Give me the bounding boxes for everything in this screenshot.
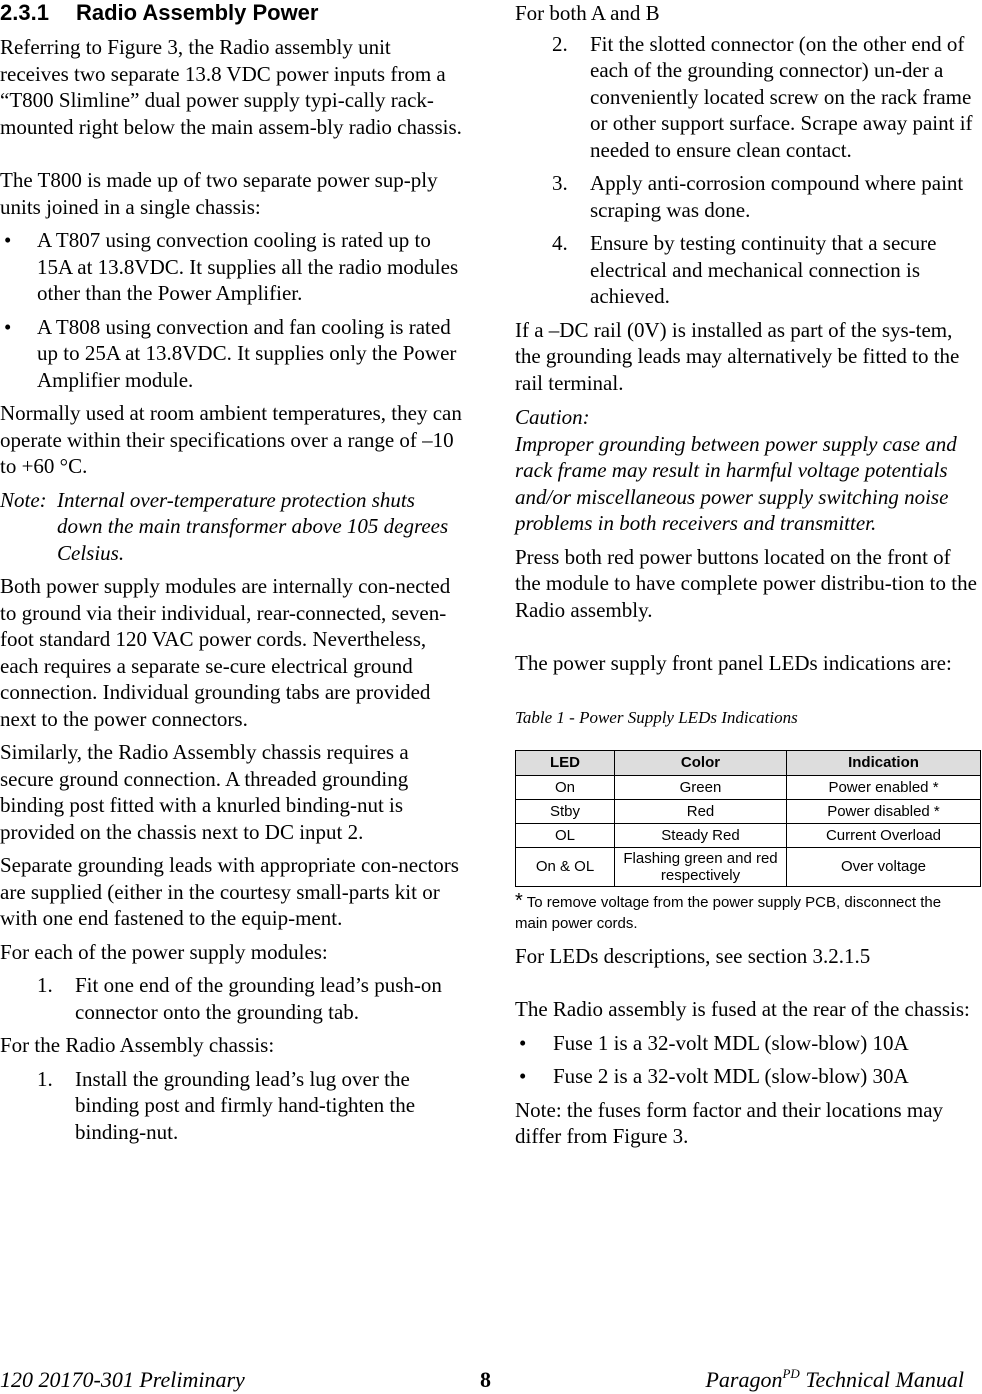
section-heading	[0, 0, 462, 26]
paragraph-ground-modules: Both power supply modules are internally con-nected to ground via their individual, rear-connected, seven-foot standard 120 VAC power cords. Nevertheless, each requires a separate se-cure electrical ground connection. Individual grounding tabs are provided next to the power connectors.	[0, 574, 451, 731]
table-cell: Stby	[516, 799, 615, 823]
step-chassis-1	[0, 1066, 462, 1146]
footnote-star: *	[515, 889, 523, 912]
caution-block	[515, 404, 977, 537]
note-text: Internal over-temperature protection shuts down the main transformer above 105 degrees Celsius.	[57, 487, 449, 565]
left-column	[0, 0, 462, 1145]
caution-text: Improper grounding between power supply case and rack frame may result in harmful voltage potentials and/or miscellaneous power supply switching noise problems in both receivers and transmitter.	[515, 431, 957, 535]
paragraph-led-desc: For LEDs descriptions, see section 3.2.1.5	[515, 943, 871, 968]
step-number: 1.	[37, 1066, 53, 1091]
paragraph-t800: The T800 is made up of two separate power sup-ply units joined in a single chassis:	[0, 168, 438, 219]
table-header-row	[516, 750, 981, 775]
paragraph-for-each-module: For each of the power supply modules:	[0, 939, 328, 964]
paragraph-for-both: For both A and B	[515, 1, 660, 25]
table-row	[516, 775, 981, 799]
paragraph-fused: The Radio assembly is fused at the rear of the chassis:	[515, 997, 970, 1021]
table-row	[516, 847, 981, 886]
table-cell: Flashing green and red respectively	[615, 847, 787, 886]
paragraph-ground-chassis: Similarly, the Radio Assembly chassis requires a secure ground connection. A threaded grounding binding post fitted with a knurled binding-nut is provided on the chassis next to DC input 2.	[0, 740, 409, 844]
footnote-text: To remove voltage from the power supply PCB, disconnect the main power cords.	[515, 893, 942, 932]
paragraph-intro: Referring to Figure 3, the Radio assembly unit receives two separate 13.8 VDC power inputs from a “T800 Slimline” dual power supply typi-cally rack-mounted right below the main assem-bly radio chassis.	[0, 35, 462, 139]
table-cell: Power enabled *	[787, 775, 981, 799]
table-header-cell: LED	[516, 750, 615, 775]
paragraph-grounding-leads: Separate grounding leads with appropriate con-nectors are supplied (either in the courtesy small-parts kit or with one end fastened to the equip-ment.	[0, 853, 459, 930]
right-column	[515, 0, 977, 1150]
step-text: Apply anti-corrosion compound where paint scraping was done.	[590, 171, 964, 222]
step-text: Install the grounding lead’s lug over the binding post and firmly hand-tighten the binding-nut.	[75, 1066, 416, 1144]
step-4	[515, 230, 977, 310]
paragraph-power-buttons: Press both red power buttons located on the front of the module to have complete power distribu-tion to the Radio assembly.	[515, 544, 977, 622]
table-cell: Red	[615, 799, 787, 823]
bullet-fuse-2: • Fuse 2 is a 32-volt MDL (slow-blow) 30A	[515, 1063, 977, 1090]
table-footnote	[515, 891, 977, 934]
step-2	[515, 31, 977, 164]
table-header-cell: Indication	[787, 750, 981, 775]
step-3	[515, 170, 977, 223]
bullet-t808: • A T808 using convection and fan cooling is rated up to 25A at 13.8VDC. It supplies only the Power Amplifier module.	[0, 314, 462, 394]
paragraph-led-intro: The power supply front panel LEDs indications are:	[515, 651, 952, 675]
section-title: Radio Assembly Power	[76, 0, 319, 25]
section-number: 2.3.1	[0, 0, 49, 25]
note-overtemp	[0, 487, 462, 567]
paragraph-fuse-note: Note: the fuses form factor and their locations may differ from Figure 3.	[515, 1097, 944, 1148]
led-table	[515, 750, 981, 887]
footer-product-sup: PD	[782, 1366, 800, 1381]
step-number: 4.	[552, 231, 568, 255]
table-cell: Green	[615, 775, 787, 799]
step-number: 1.	[37, 973, 53, 997]
bullet-t807: • A T807 using convection cooling is rated up to 15A at 13.8VDC. It supplies all the radio modules other than the Power Amplifier.	[0, 227, 462, 307]
table-cell: On	[516, 775, 615, 799]
footer-page-number: 8	[480, 1367, 491, 1392]
table-caption: Table 1 - Power Supply LEDs Indications	[515, 707, 798, 727]
table-row	[516, 799, 981, 823]
note-label: Note:	[0, 487, 47, 512]
caution-label: Caution:	[515, 405, 590, 429]
paragraph-dc-rail: If a –DC rail (0V) is installed as part of the sys-tem, the grounding leads may alternatively be fitted to the rail terminal.	[515, 317, 960, 395]
table-cell: OL	[516, 823, 615, 847]
table-cell: Steady Red	[615, 823, 787, 847]
table-cell: Power disabled *	[787, 799, 981, 823]
footer-manual: Technical Manual	[799, 1367, 964, 1392]
page-footer	[0, 1366, 982, 1394]
table-cell: On & OL	[516, 847, 615, 886]
step-module-1	[0, 972, 462, 1025]
step-number: 3.	[552, 171, 568, 195]
table-header-cell: Color	[615, 750, 787, 775]
step-text: Fit one end of the grounding lead’s push-on connector onto the grounding tab.	[75, 973, 442, 1024]
table-cell: Over voltage	[787, 847, 981, 886]
step-number: 2.	[552, 31, 568, 56]
bullet-fuse-1: • Fuse 1 is a 32-volt MDL (slow-blow) 10A	[515, 1030, 977, 1057]
paragraph-for-chassis: For the Radio Assembly chassis:	[0, 1033, 275, 1057]
step-text: Ensure by testing continuity that a secure electrical and mechanical connection is achieved.	[590, 231, 937, 308]
table-cell: Current Overload	[787, 823, 981, 847]
step-text: Fit the slotted connector (on the other end of each of the grounding connector) un-der a conveniently located screw on the rack frame or other support surface. Scrape away paint if needed to ensure clean contact.	[590, 31, 973, 162]
table-row	[516, 823, 981, 847]
footer-product: Paragon	[705, 1367, 783, 1392]
footer-manual-title	[705, 1366, 964, 1394]
paragraph-temperature: Normally used at room ambient temperatures, they can operate within their specifications over a range of –10 to +60 °C.	[0, 401, 462, 478]
footer-doc-number: 120 20170-301 Preliminary	[0, 1367, 245, 1392]
